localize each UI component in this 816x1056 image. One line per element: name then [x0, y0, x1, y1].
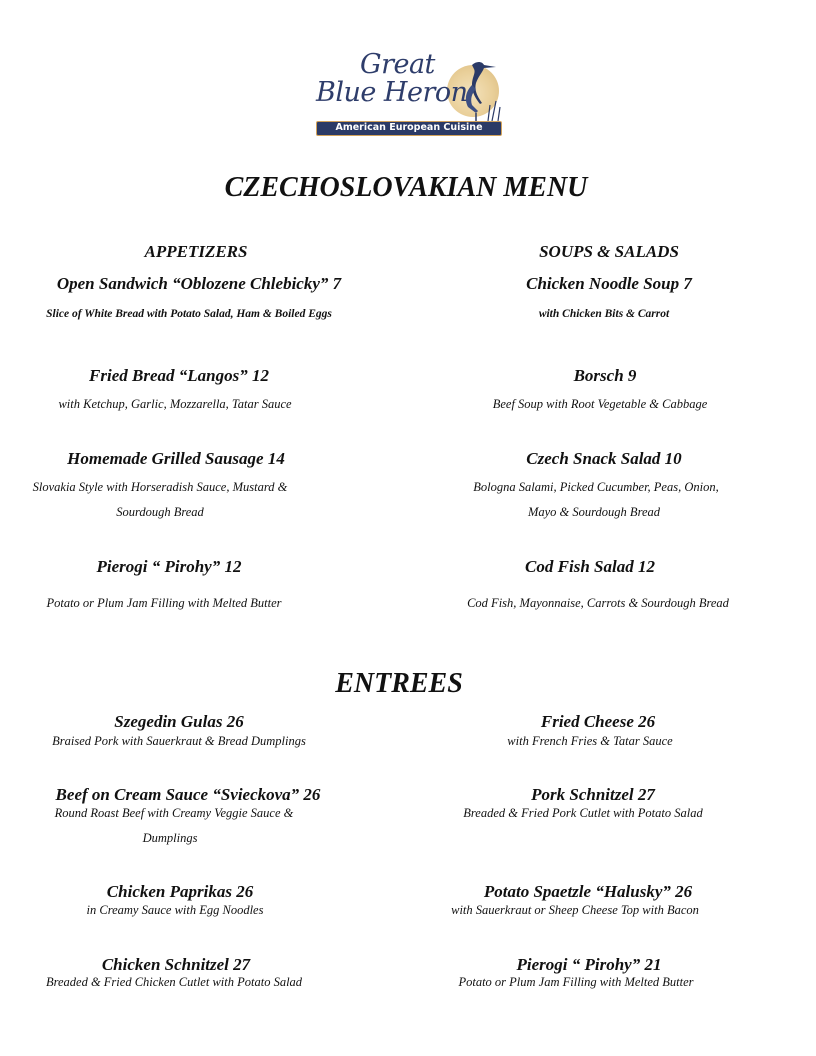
soup-salad-item-name: Cod Fish Salad 12	[525, 557, 655, 576]
soup-salad-item-name: Chicken Noodle Soup 7	[526, 274, 692, 293]
restaurant-logo	[314, 49, 504, 139]
appetizer-item-desc: Slovakia Style with Horseradish Sauce, Mustard &	[32, 480, 288, 494]
logo-word-blue-heron: Blue Heron	[316, 77, 468, 108]
soup-salad-item-desc: Beef Soup with Root Vegetable & Cabbage	[492, 397, 708, 411]
entree-item-name: Potato Spaetzle “Halusky” 26	[483, 882, 693, 901]
entree-item-desc: Braised Pork with Sauerkraut & Bread Dumplings	[52, 734, 306, 748]
appetizer-item-name: Homemade Grilled Sausage 14	[67, 449, 285, 468]
entree-item-name: Pierogi “ Pirohy” 21	[516, 955, 662, 974]
entree-item-name: Chicken Paprikas 26	[106, 882, 254, 901]
appetizer-item-desc: Slice of White Bread with Potato Salad, Ham & Boiled Eggs	[46, 308, 332, 320]
entree-item-desc: Breaded & Fried Pork Cutlet with Potato Salad	[463, 806, 703, 820]
entree-item-desc: Round Roast Beef with Creamy Veggie Sauce &	[54, 806, 294, 820]
soup-salad-item-desc: Cod Fish, Mayonnaise, Carrots & Sourdough Bread	[467, 596, 729, 610]
menu-title: CZECHOSLOVAKIAN MENU	[224, 172, 588, 203]
appetizer-item-desc: Potato or Plum Jam Filling with Melted Butter	[46, 596, 282, 610]
entree-item-desc: with French Fries & Tatar Sauce	[507, 734, 673, 748]
appetizer-item-name: Fried Bread “Langos” 12	[89, 366, 269, 385]
logo-word-great: Great	[360, 49, 435, 80]
entree-item-name: Fried Cheese 26	[540, 712, 656, 731]
appetizers-heading: APPETIZERS	[144, 242, 248, 261]
soup-salad-item-desc: with Chicken Bits & Carrot	[538, 308, 670, 320]
entree-item-desc: Breaded & Fried Chicken Cutlet with Potato Salad	[45, 975, 303, 989]
soup-salad-item-name: Czech Snack Salad 10	[526, 449, 682, 468]
entree-item-name: Szegedin Gulas 26	[114, 712, 244, 731]
soup-salad-item-desc: Mayo & Sourdough Bread	[527, 505, 661, 519]
entree-item-desc: with Sauerkraut or Sheep Cheese Top with Bacon	[451, 903, 699, 917]
entree-item-name: Beef on Cream Sauce “Svieckova” 26	[55, 785, 321, 804]
entrees-heading: ENTREES	[335, 668, 463, 699]
logo-banner: American European Cuisine	[316, 121, 502, 136]
entree-item-desc: Dumplings	[142, 831, 198, 845]
appetizer-item-desc: Sourdough Bread	[116, 505, 204, 519]
appetizer-item-desc: with Ketchup, Garlic, Mozzarella, Tatar Sauce	[58, 397, 292, 411]
appetizer-item-name: Open Sandwich “Oblozene Chlebicky” 7	[56, 274, 342, 293]
soup-salad-item-name: Borsch 9	[573, 366, 637, 385]
appetizer-item-name: Pierogi “ Pirohy” 12	[96, 557, 242, 576]
entree-item-name: Pork Schnitzel 27	[531, 785, 655, 804]
entree-item-desc: in Creamy Sauce with Egg Noodles	[86, 903, 264, 917]
soup-salad-item-desc: Bologna Salami, Picked Cucumber, Peas, Onion,	[473, 480, 719, 494]
entree-item-name: Chicken Schnitzel 27	[101, 955, 251, 974]
entree-item-desc: Potato or Plum Jam Filling with Melted Butter	[458, 975, 694, 989]
soups-salads-heading: SOUPS & SALADS	[539, 242, 679, 261]
